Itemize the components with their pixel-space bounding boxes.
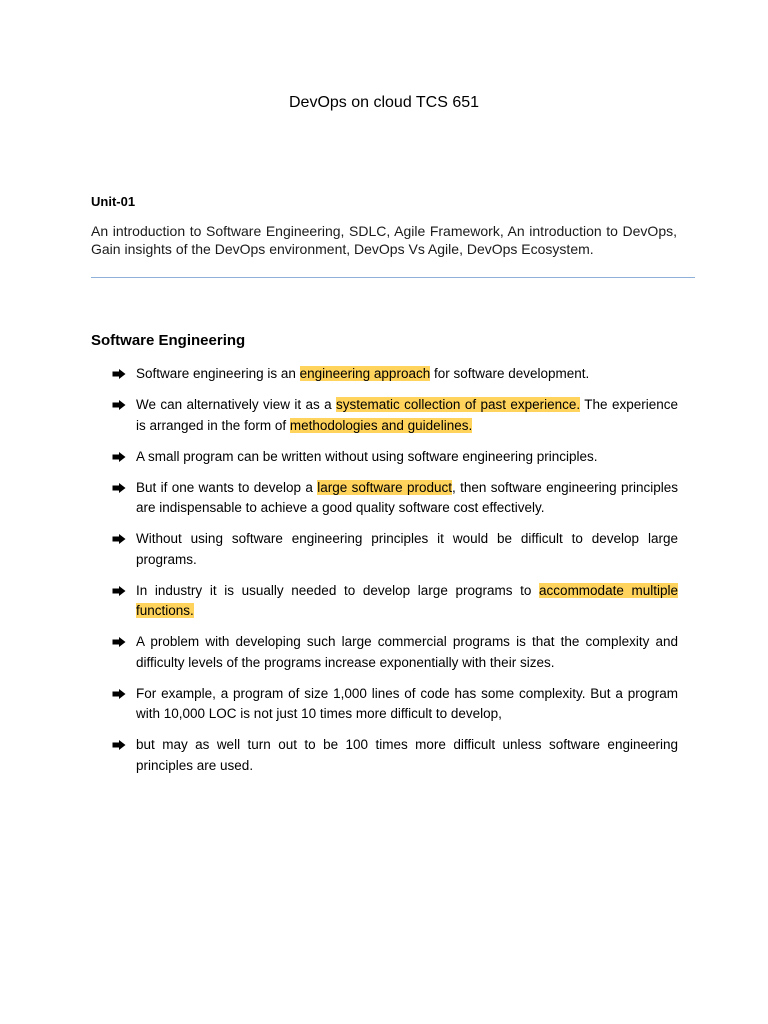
pointing-arrow-icon xyxy=(112,740,126,750)
bullet-item xyxy=(112,395,678,436)
bullet-text: We can alternatively view it as a xyxy=(136,397,337,412)
bullet-item xyxy=(112,529,678,570)
pointing-arrow-icon xyxy=(112,400,126,410)
bullet-text: In industry it is usually needed to develop large programs to xyxy=(136,582,540,598)
bullet-item xyxy=(112,581,678,622)
bullet-item xyxy=(112,447,678,468)
bullet-text: The experience is arranged in the form of xyxy=(136,397,678,433)
bullet-item xyxy=(112,632,678,673)
pointing-arrow-icon xyxy=(112,369,126,379)
unit-label: Unit-01 xyxy=(91,194,136,209)
section-heading: Software Engineering xyxy=(91,332,246,349)
pointing-arrow-icon xyxy=(112,637,126,647)
bullet-item xyxy=(112,364,678,385)
highlighted-text: accommodate multiple functions. xyxy=(136,582,679,618)
pointing-arrow-icon xyxy=(112,689,126,699)
bullet-text: But if one wants to develop a xyxy=(136,479,318,495)
bullet-text: A problem with developing such large commercial programs is that the complexity and difficulty levels of the programs increase exponentially with their sizes. xyxy=(136,634,678,670)
bullet-text: for software development. xyxy=(430,366,590,381)
bullet-text: Software engineering is an xyxy=(136,366,300,381)
document-title: DevOps on cloud TCS 651 xyxy=(288,94,480,111)
highlighted-text: large software product xyxy=(317,479,452,495)
highlighted-text: engineering approach xyxy=(299,366,431,381)
unit-description: An introduction to Software Engineering, SDLC, Agile Framework, An introduction to DevOps, Gain insights of the DevOps environment, DevOps Vs Agile, DevOps Ecosystem. xyxy=(91,223,677,257)
section-divider xyxy=(91,277,695,278)
bullet-list xyxy=(112,364,678,787)
bullet-item xyxy=(112,478,678,519)
bullet-text: For example, a program of size 1,000 lines of code has some complexity. But a program with 10,000 LOC is not just 10 times more difficult to develop, xyxy=(136,685,678,721)
pointing-arrow-icon xyxy=(112,483,126,493)
bullet-text: Without using software engineering principles it would be difficult to develop large programs. xyxy=(136,531,678,567)
bullet-text: A small program can be written without using software engineering principles. xyxy=(136,448,598,464)
bullet-text: , then software engineering principles are indispensable to achieve a good quality software cost effectively. xyxy=(136,479,678,515)
pointing-arrow-icon xyxy=(112,586,126,596)
bullet-item xyxy=(112,735,678,776)
bullet-item xyxy=(112,684,678,725)
bullet-text: but may as well turn out to be 100 times more difficult unless software engineering principles are used. xyxy=(136,737,678,773)
highlighted-text: methodologies and guidelines. xyxy=(289,417,473,433)
pointing-arrow-icon xyxy=(112,534,126,544)
highlighted-text: systematic collection of past experience. xyxy=(336,397,581,412)
pointing-arrow-icon xyxy=(112,452,126,462)
